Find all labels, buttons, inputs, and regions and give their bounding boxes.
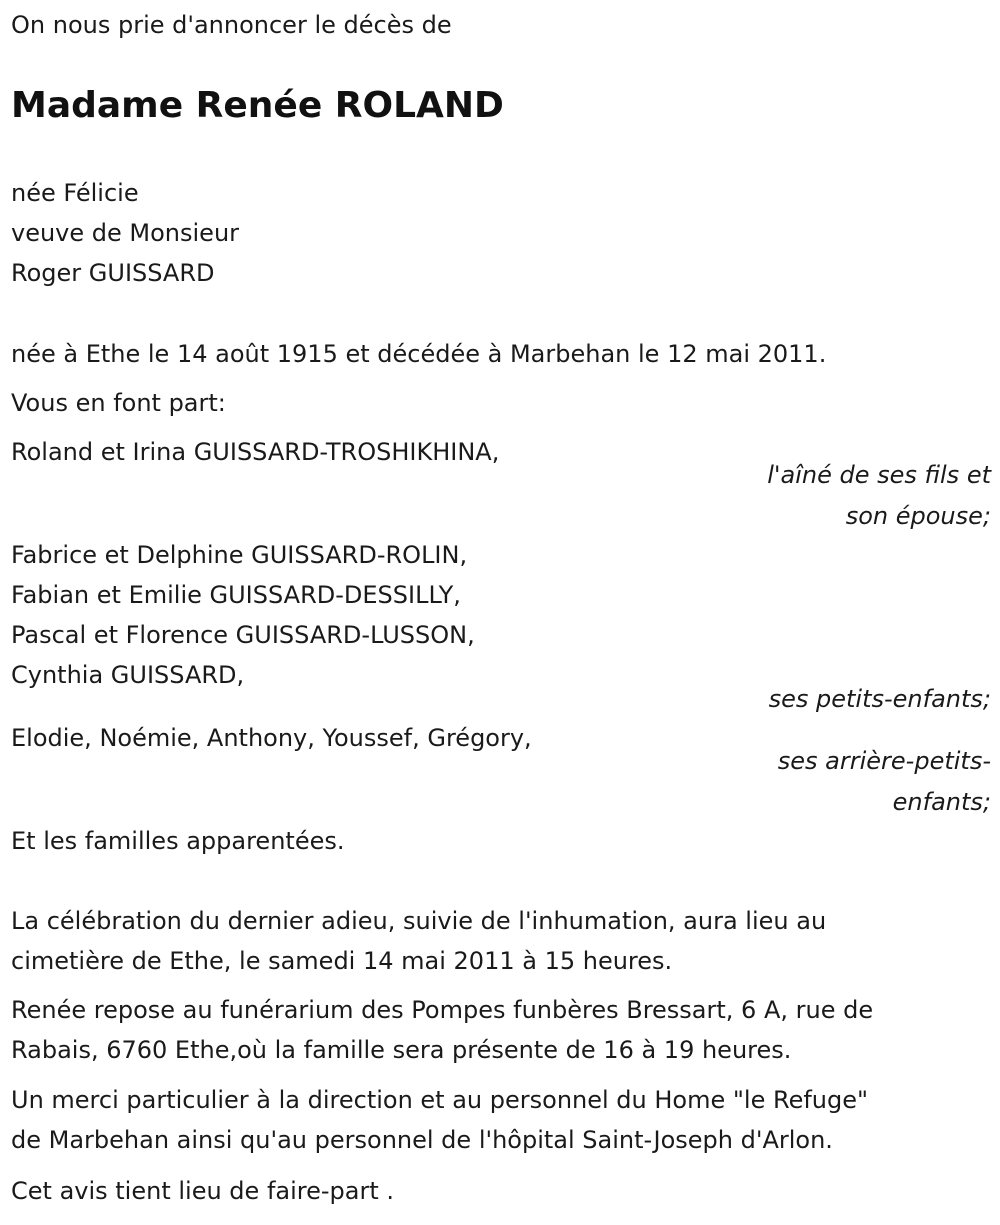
- widow-line-2: Roger GUISSARD: [11, 259, 215, 287]
- ceremony-line-1: La célébration du dernier adieu, suivie de l'inhumation, aura lieu au: [11, 907, 827, 935]
- thanks-line-1: Un merci particulier à la direction et au personnel du Home "le Refuge": [11, 1086, 869, 1114]
- obituary-notice: [11, 0, 991, 1225]
- rest-line-2: Rabais, 6760 Ethe,où la famille sera présente de 16 à 19 heures.: [11, 1036, 792, 1064]
- announce-text: Vous en font part:: [11, 389, 226, 417]
- grandchild-name: Fabrice et Delphine GUISSARD-ROLIN,: [11, 541, 468, 569]
- great-grandchildren-names: Elodie, Noémie, Anthony, Youssef, Grégory,: [11, 724, 532, 752]
- relatives-text: Et les familles apparentées.: [11, 827, 345, 855]
- grandchild-name: Pascal et Florence GUISSARD-LUSSON,: [11, 621, 475, 649]
- great-grandchildren-role-line-1: ses arrière-petits-: [777, 747, 991, 775]
- great-grandchildren-role-line-2: enfants;: [892, 788, 991, 816]
- maiden-name: née Félicie: [11, 179, 139, 207]
- deceased-name: Madame Renée ROLAND: [11, 85, 504, 126]
- grandchildren-role: ses petits-enfants;: [768, 685, 991, 713]
- intro-text: On nous prie d'annoncer le décès de: [11, 11, 452, 39]
- grandchild-name: Fabian et Emilie GUISSARD-DESSILLY,: [11, 581, 461, 609]
- grandchild-name: Cynthia GUISSARD,: [11, 661, 245, 689]
- son-role-line-2: son épouse;: [845, 502, 991, 530]
- birth-death-text: née à Ethe le 14 août 1915 et décédée à Marbehan le 12 mai 2011.: [11, 340, 827, 368]
- thanks-line-2: de Marbehan ainsi qu'au personnel de l'hôpital Saint-Joseph d'Arlon.: [11, 1126, 833, 1154]
- rest-line-1: Renée repose au funérarium des Pompes funbères Bressart, 6 A, rue de: [11, 996, 874, 1024]
- closing-text: Cet avis tient lieu de faire-part .: [11, 1177, 395, 1205]
- widow-line-1: veuve de Monsieur: [11, 219, 240, 247]
- ceremony-line-2: cimetière de Ethe, le samedi 14 mai 2011 à 15 heures.: [11, 947, 673, 975]
- son-role-line-1: l'aîné de ses fils et: [767, 461, 991, 489]
- son-name: Roland et Irina GUISSARD-TROSHIKHINA,: [11, 438, 500, 466]
